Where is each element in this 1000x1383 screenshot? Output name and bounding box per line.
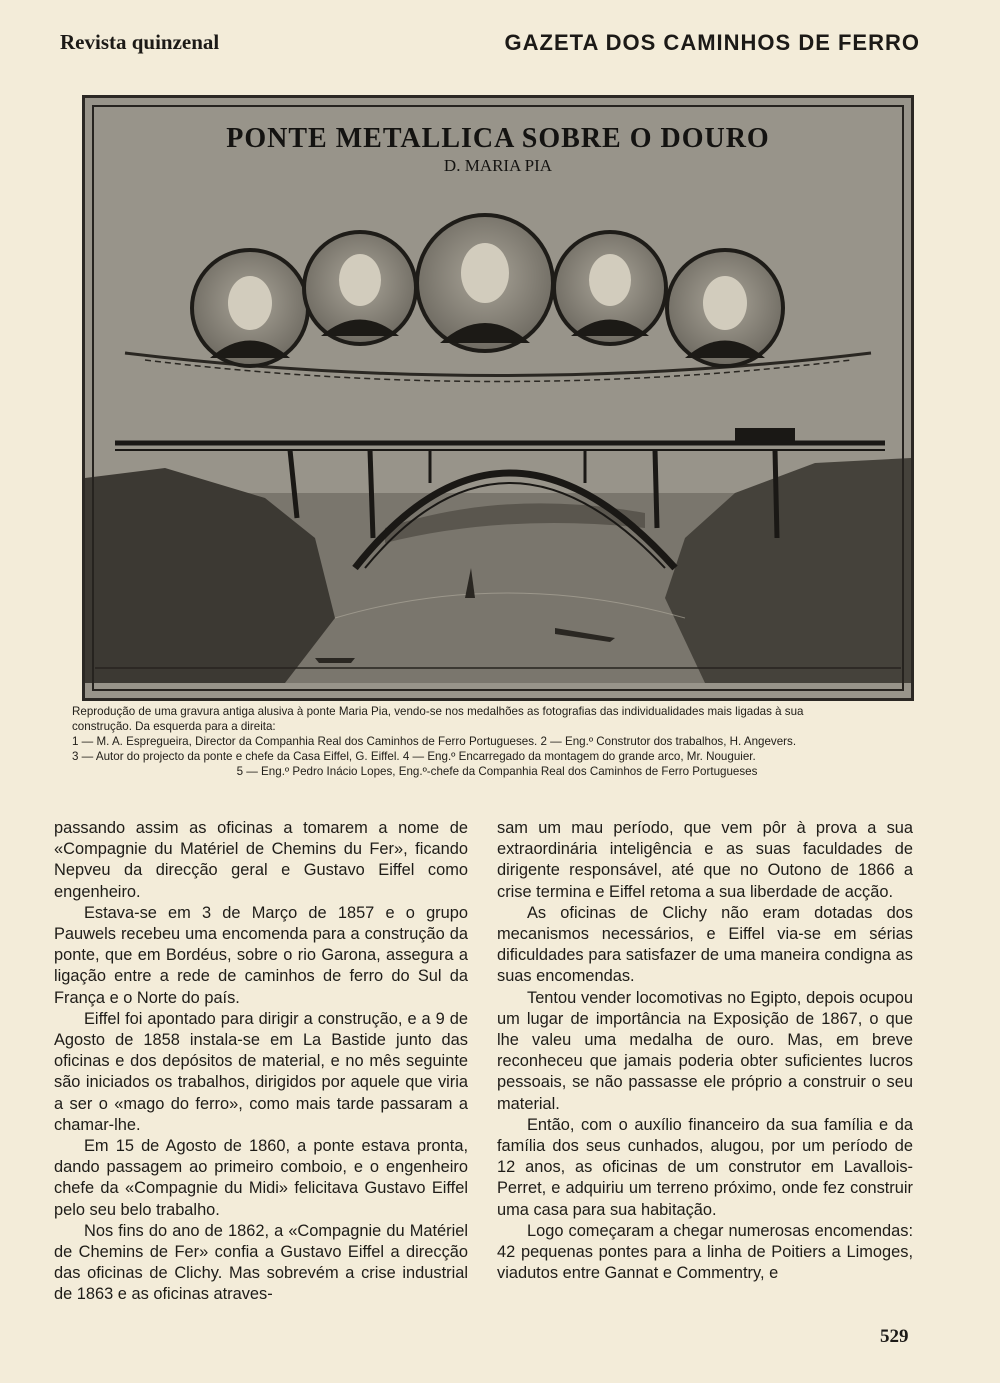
- page-number: 529: [880, 1326, 909, 1347]
- medallion-2: [304, 232, 416, 344]
- medallion-5: [667, 250, 783, 366]
- caption-line: construção. Da esquerda para a direita:: [72, 720, 276, 733]
- paragraph: passando assim as oficinas a tomarem a nome de «Compagnie du Matériel de Chemins du Fer», ficando Nepveu da direcção geral e Gustavo Eiffel como engenheiro.: [54, 819, 468, 901]
- caption-line: 5 — Eng.º Pedro Inácio Lopes, Eng.º-chefe da Companhia Real dos Caminhos de Ferro Portugueses: [236, 765, 758, 778]
- paragraph: Logo começaram a chegar numerosas encomendas: 42 pequenas pontes para a linha de Poitiers a Limoges, viadutos entre Gannat e Commentry, e: [497, 1221, 913, 1283]
- figure-caption: [72, 704, 922, 779]
- engraving-illustration: [82, 95, 914, 701]
- paragraph: Tentou vender locomotivas no Egipto, depois ocupou um lugar de importância na Exposição de 1867, o que lhe valeu uma medalha de ouro. Mas, em breve reconheceu que jamais poderia obter suficientes lucros pessoais, se não passasse ele próprio a construir o seu material.: [497, 988, 913, 1113]
- engraving-drawing: [85, 98, 911, 698]
- paragraph: Nos fins do ano de 1862, a «Compagnie du Matériel de Chemins de Fer» confia a Gustavo Eiffel a direcção das oficinas de Clichy. Mas sobrevém a crise industrial de 1863 e as oficinas atraves-: [54, 1221, 468, 1304]
- paragraph: sam um mau período, que vem pôr à prova a sua extraordinária inteligência e as suas faculdades de dirigente responsável, até que no Outono de 1866 a crise termina e Eiffel retoma a sua liberdade de acção.: [497, 819, 913, 901]
- engraving-subtitle: D. MARIA PIA: [443, 156, 553, 175]
- paragraph: Em 15 de Agosto de 1860, a ponte estava pronta, dando passagem ao primeiro comboio, e o engenheiro chefe da «Compagnie du Midi» felicitava Gustavo Eiffel pelo seu belo trabalho.: [54, 1137, 468, 1219]
- paragraph: Estava-se em 3 de Março de 1857 e o grupo Pauwels recebeu uma encomenda para a construção da ponte, que em Bordéus, sobre o rio Garona, assegura a ligação entre a rede de caminhos de ferro do Sul da França e o Norte do país.: [54, 903, 468, 1007]
- engraving-title: PONTE METALLICA SOBRE O DOURO: [226, 123, 770, 154]
- running-header-title: GAZETA DOS CAMINHOS DE FERRO: [504, 30, 920, 55]
- caption-line: Reprodução de uma gravura antiga alusiva à ponte Maria Pia, vendo-se nos medalhões as fotografias das individualidades mais ligadas à sua: [72, 705, 804, 718]
- caption-line: 3 — Autor do projecto da ponte e chefe da Casa Eiffel, G. Eiffel. 4 — Eng.º Encarregado da montagem do grande arco, Mr. Nouguier.: [72, 750, 756, 763]
- article-column-left: [54, 818, 468, 1306]
- running-header-left: Revista quinzenal: [60, 30, 220, 54]
- medallion-3: [417, 215, 553, 351]
- medallion-4: [554, 232, 666, 344]
- paragraph: Então, com o auxílio financeiro da sua família e da família dos seus cunhados, alugou, por um período de 12 anos, as oficinas de um construtor em Lavallois-Perret, e adquiriu um terreno próximo, onde fez construir uma casa para sua habitação.: [497, 1115, 913, 1219]
- paragraph: Eiffel foi apontado para dirigir a construção, e a 9 de Agosto de 1858 instala-se em La Bastide junto das oficinas e dos depósitos de material, e no mês seguinte são iniciados os trabalhos, dirigidos por aquele que viria a ser o «mago do ferro», como mais tarde passaram a chamar-lhe.: [54, 1009, 468, 1134]
- caption-line: 1 — M. A. Espregueira, Director da Companhia Real dos Caminhos de Ferro Portugueses. 2 — Eng.º Construtor dos trabalhos, H. Angevers.: [72, 735, 797, 748]
- article-column-right: [497, 818, 913, 1284]
- medallion-1: [192, 250, 308, 366]
- paragraph: As oficinas de Clichy não eram dotadas dos mecanismos necessários, e Eiffel via-se em sérias dificuldades para satisfazer de uma maneira condigna as suas encomendas.: [497, 903, 913, 986]
